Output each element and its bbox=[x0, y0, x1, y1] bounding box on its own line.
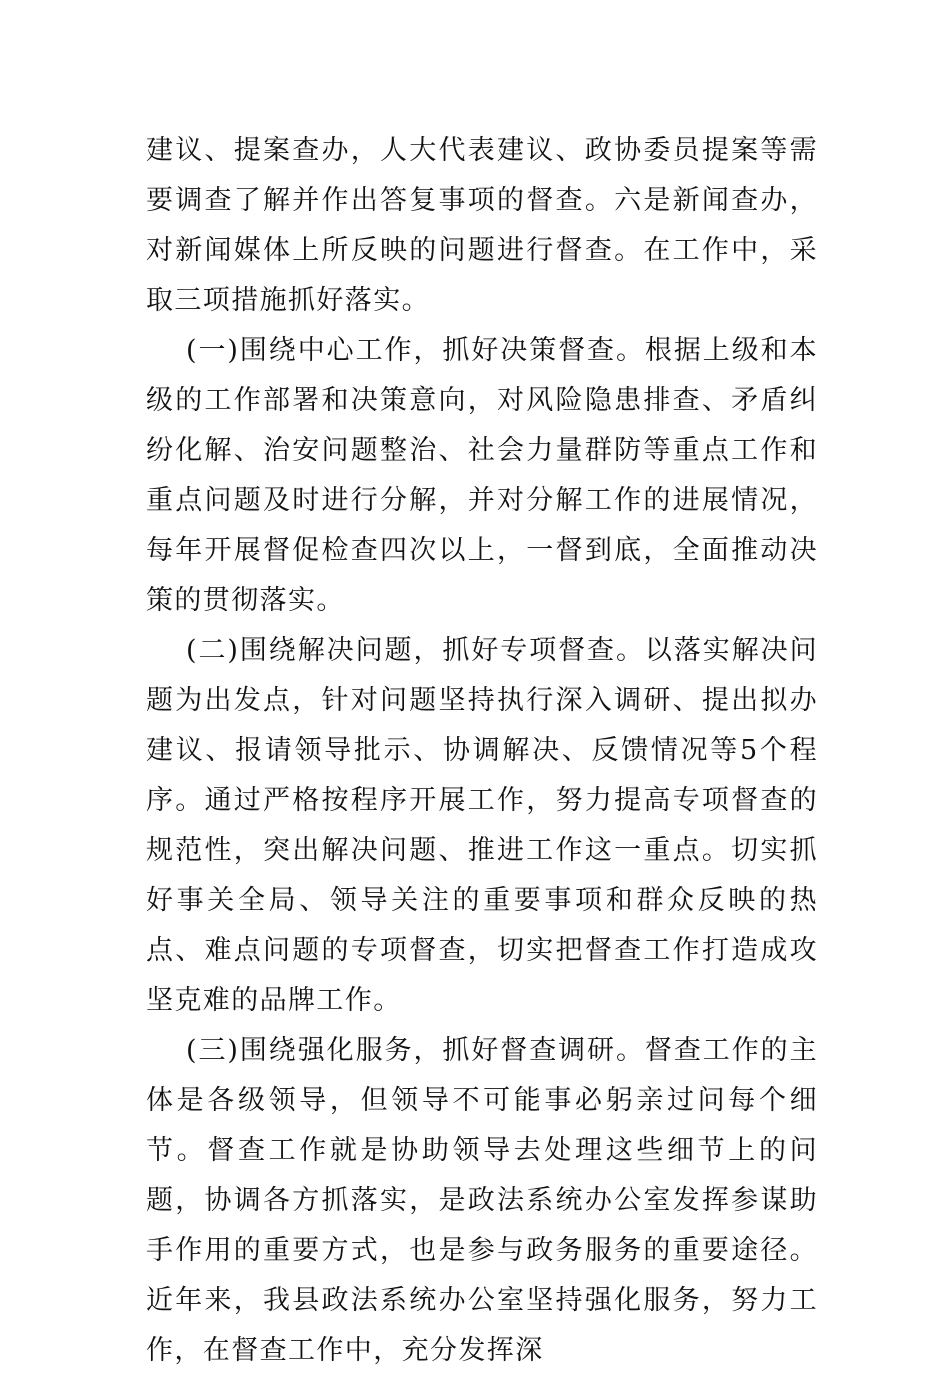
paragraph-decision-supervision: (一)围绕中心工作，抓好决策督查。根据上级和本级的工作部署和决策意向，对风险隐患排查、矛盾纠纷化解、治安问题整治、社会力量群防等重点工作和重点问题及时进行分解，并对分解工作的进展情况，每年开展督促检查四次以上，一督到底，全面推动决策的贯彻落实。 bbox=[146, 335, 818, 616]
paragraph-supervision-research: (三)围绕强化服务，抓好督查调研。督查工作的主体是各级领导，但领导不可能事必躬亲过问每个细节。督查工作就是协助领导去处理这些细节上的问题，协调各方抓落实，是政法系统办公室发挥参谋助手作用的重要方式，也是参与政务服务的重要途径。近年来，我县政法系统办公室坚持强化服务，努力工作，在督查工作中，充分发挥深 bbox=[146, 1035, 818, 1366]
document-body bbox=[146, 126, 818, 1376]
paragraph-continuation: 建议、提案查办，人大代表建议、政协委员提案等需要调查了解并作出答复事项的督查。六是新闻查办，对新闻媒体上所反映的问题进行督查。在工作中，采取三项措施抓好落实。 bbox=[146, 135, 818, 316]
paragraph-special-supervision: (二)围绕解决问题，抓好专项督查。以落实解决问题为出发点，针对问题坚持执行深入调研、提出拟办建议、报请领导批示、协调解决、反馈情况等5个程序。通过严格按程序开展工作，努力提高专项督查的规范性，突出解决问题、推进工作这一重点。切实抓好事关全局、领导关注的重要事项和群众反映的热点、难点问题的专项督查，切实把督查工作打造成攻坚克难的品牌工作。 bbox=[146, 635, 818, 1016]
